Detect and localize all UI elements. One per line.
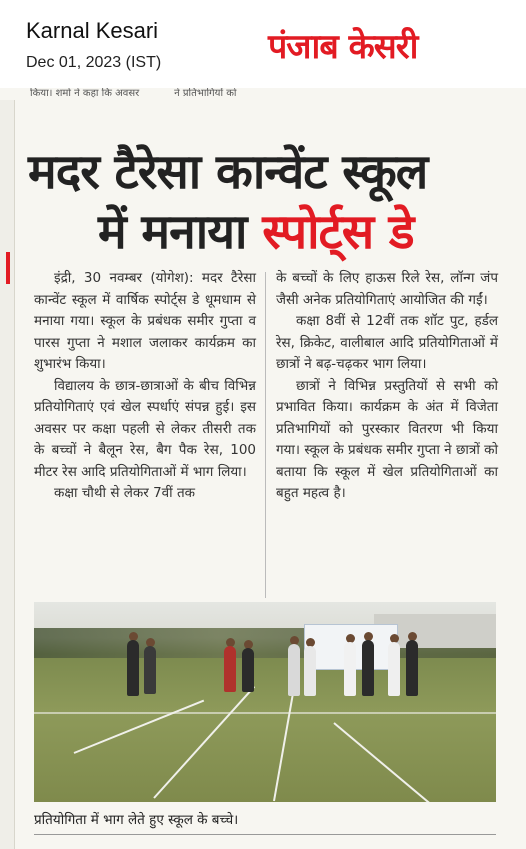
cut-off-text-strip: किया। शर्मा ने कहा कि अवसर ने प्रतिभागियों को xyxy=(30,88,237,99)
photo-caption: प्रतियोगिता में भाग लेते हुए स्कूल के बच्चे। xyxy=(34,812,239,828)
student-figure xyxy=(388,642,400,696)
publication-date: Dec 01, 2023 (IST) xyxy=(26,54,162,71)
track-line xyxy=(74,700,205,754)
column-divider xyxy=(265,272,266,598)
newspaper-masthead: पंजाब केसरी xyxy=(268,27,418,67)
article-paragraph: के बच्चों के लिए हाऊस रिले रेस, लॉन्ग जंप जैसी अनेक प्रतियोगिताएं आयोजित की गईं। xyxy=(276,270,498,308)
page-header xyxy=(0,0,526,88)
caption-underline xyxy=(34,834,496,835)
headline-line-2 xyxy=(98,198,414,263)
track-line xyxy=(153,686,255,799)
student-figure xyxy=(127,640,139,696)
track-line xyxy=(273,683,296,802)
sports-day-photo xyxy=(34,602,496,802)
article-column-2 xyxy=(276,268,498,505)
article-paragraph: छात्रों ने विभिन्न प्रस्तुतियों से सभी को प्रभावित किया। कार्यक्रम के अंत में विजेता प्रतिभागियों को पुरस्कार वितरण भी किया गया। स्कूल के प्रबंधक समीर गुप्ता ने छात्रों को बताया कि स्कूल में खेल प्रतियोगिताओं का बहुत महत्व है। xyxy=(276,377,499,501)
article-paragraph: कक्षा 8वीं से 12वीं तक शॉट पुट, हर्डल रेस, क्रिकेट, वालीबाल आदि प्रतियोगिताओं में छात्रों ने बढ़-चढ़कर भाग लिया। xyxy=(276,313,498,372)
article-paragraph: कक्षा चौथी से लेकर 7वीं तक xyxy=(54,485,196,501)
headline-line-1: मदर टैरेसा कान्वेंट स्कूल xyxy=(28,144,428,200)
student-figure xyxy=(304,646,316,696)
article-column-1 xyxy=(34,268,256,505)
track-line xyxy=(34,712,496,714)
student-figure xyxy=(288,644,300,696)
headline-line-2-dark: में मनाया xyxy=(98,204,247,260)
headline-line-2-red: स्पोर्ट्स डे xyxy=(262,204,414,260)
track-line xyxy=(333,722,449,802)
adjacent-column-edge xyxy=(0,100,15,849)
article-paragraph: विद्यालय के छात्र-छात्राओं के बीच विभिन्न प्रतियोगिताएं एवं खेल स्पर्धाएं संपन्न हुई। इस अवसर पर कक्षा पहली से लेकर तीसरी तक के बच्चों ने बैलून रेस, बैग पैक रेस, 100 मीटर रेस आदि प्रतियोगिताओं में भाग लिया। xyxy=(34,377,256,480)
red-edge-marker xyxy=(6,252,10,284)
student-figure xyxy=(406,640,418,696)
article-paragraph: इंद्री, 30 नवम्बर (योगेश): मदर टैरेसा कान्वेंट स्कूल में वार्षिक स्पोर्ट्स डे धूमधाम से मनाया गया। स्कूल के प्रबंधक समीर गुप्ता व पारस गुप्ता ने मशाल जलाकर कार्यक्रम का शुभारंभ किया। xyxy=(34,270,256,372)
student-figure xyxy=(362,640,374,696)
student-figure xyxy=(144,646,156,694)
student-figure xyxy=(344,642,356,696)
edition-name: Karnal Kesari xyxy=(26,18,159,43)
student-figure xyxy=(242,648,254,692)
student-figure xyxy=(224,646,236,692)
